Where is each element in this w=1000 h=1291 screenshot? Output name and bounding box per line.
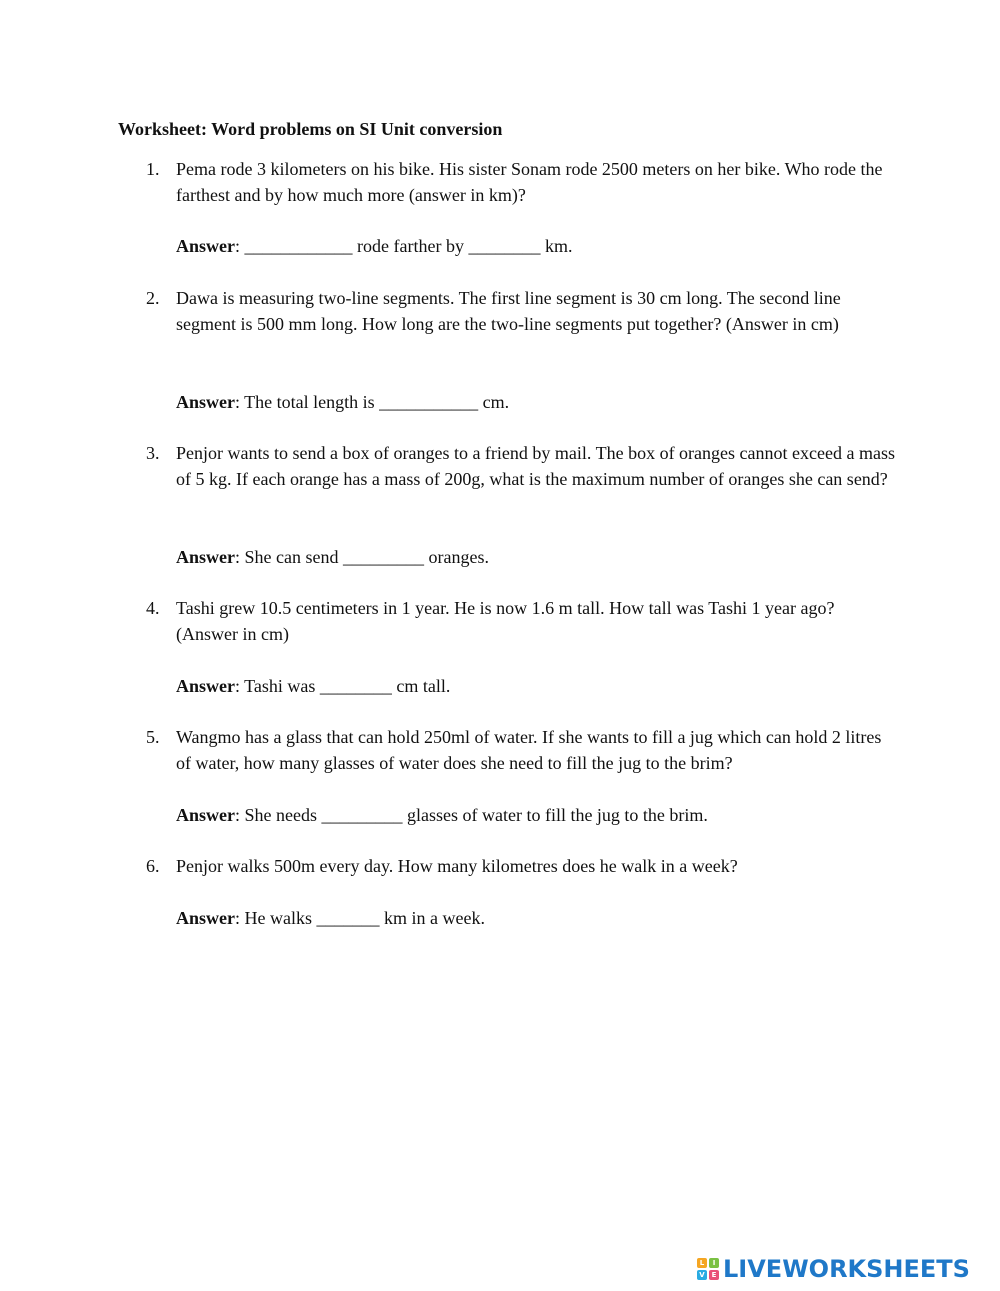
answer-blank[interactable]: ________ (319, 676, 392, 696)
question-number: 1. (146, 159, 160, 179)
answer-label: Answer (176, 805, 235, 825)
question-text: Wangmo has a glass that can hold 250ml of water. If she wants to fill a jug which can hold 2 litres of water, how many glasses of water does she need to fill the jug to the brim? (176, 727, 882, 773)
question-text: Penjor wants to send a box of oranges to a friend by mail. The box of oranges cannot exceed a mass of 5 kg. If each orange has a mass of 200g, what is the maximum number of oranges she can send? (176, 443, 895, 489)
question-text: Pema rode 3 kilometers on his bike. His sister Sonam rode 2500 meters on her bike. Who rode the farthest and by how much more (answer in km)? (176, 159, 883, 205)
answer-label: Answer (176, 547, 235, 567)
answer-label: Answer (176, 236, 235, 256)
question-number: 5. (146, 727, 160, 747)
question-number: 4. (146, 598, 160, 618)
question-number: 2. (146, 288, 160, 308)
logo-square-v: V (697, 1270, 707, 1280)
answer-line-1: Answer: ____________ rode farther by ________ km. (176, 236, 573, 256)
question-text: Dawa is measuring two-line segments. The first line segment is 30 cm long. The second line segment is 500 mm long. How long are the two-line segments put together? (Answer in cm) (176, 288, 841, 334)
logo-text: LIVEWORKSHEETS (723, 1255, 970, 1283)
question-text: Tashi grew 10.5 centimeters in 1 year. He is now 1.6 m tall. How tall was Tashi 1 year ago? (Answer in cm) (176, 598, 835, 644)
liveworksheets-logo[interactable] (697, 1255, 970, 1283)
answer-blank[interactable]: ________ (468, 236, 541, 256)
answer-blank[interactable]: _________ (321, 805, 403, 825)
logo-square-e: E (709, 1270, 719, 1280)
logo-square-l: L (697, 1258, 707, 1268)
answer-line-6: Answer: He walks _______ km in a week. (176, 908, 485, 928)
answer-label: Answer (176, 908, 235, 928)
answer-label: Answer (176, 392, 235, 412)
answer-blank[interactable]: ____________ (244, 236, 353, 256)
answer-blank[interactable]: _________ (342, 547, 424, 567)
answer-line-5: Answer: She needs _________ glasses of water to fill the jug to the brim. (176, 805, 708, 825)
logo-square-i: I (709, 1258, 719, 1268)
answer-blank[interactable]: _______ (316, 908, 380, 928)
worksheet-title: Worksheet: Word problems on SI Unit conversion (118, 119, 503, 139)
liveworksheets-logo-icon (697, 1258, 719, 1280)
answer-line-2: Answer: The total length is ___________ cm. (176, 392, 510, 412)
answer-label: Answer (176, 676, 235, 696)
question-number: 3. (146, 443, 160, 463)
question-number: 6. (146, 856, 160, 876)
answer-blank[interactable]: ___________ (379, 392, 479, 412)
question-text: Penjor walks 500m every day. How many kilometres does he walk in a week? (176, 856, 738, 876)
answer-line-3: Answer: She can send _________ oranges. (176, 547, 489, 567)
answer-line-4: Answer: Tashi was ________ cm tall. (176, 676, 451, 696)
